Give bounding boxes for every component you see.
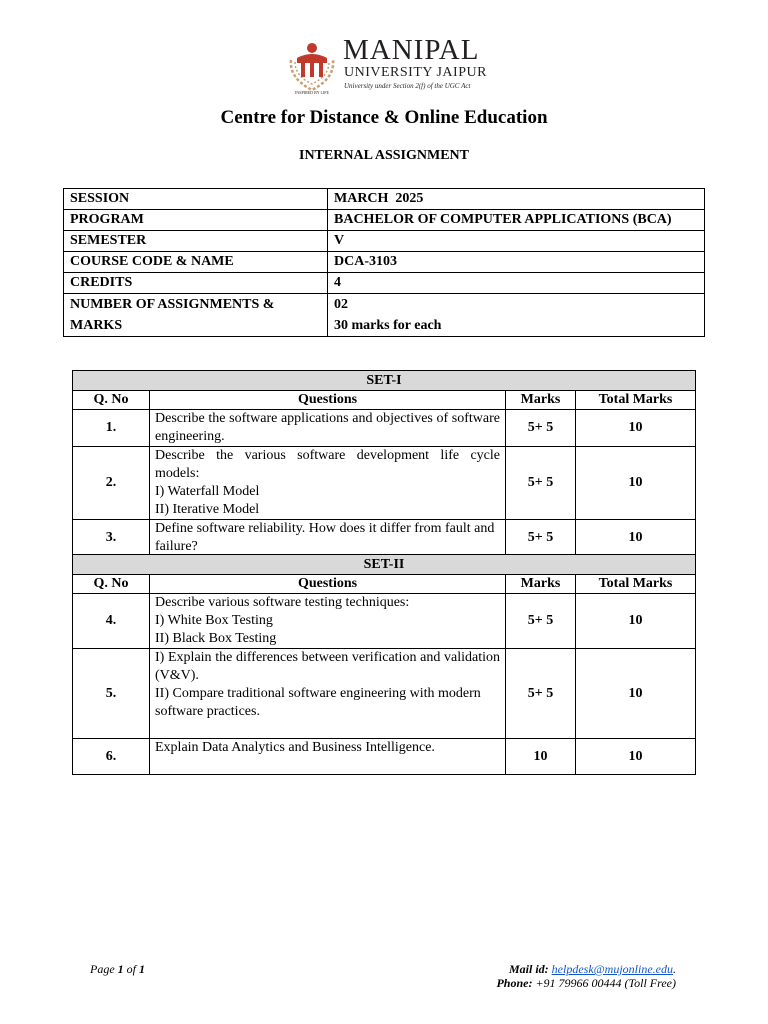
question-text [150, 520, 506, 557]
info-table [63, 188, 705, 337]
col-marks: Marks [506, 391, 576, 410]
question-marks: 5+ 5 [506, 520, 576, 557]
set1-table [72, 370, 696, 557]
question-marks: 10 [506, 739, 576, 775]
contact-info [496, 962, 676, 990]
info-row-program [64, 210, 705, 231]
col-questions: Questions [150, 575, 506, 594]
column-header-row [73, 575, 696, 594]
info-row-credits [64, 273, 705, 294]
info-value: BACHELOR OF COMPUTER APPLICATIONS (BCA) [328, 210, 705, 231]
mail-link[interactable]: helpdesk@mujonline.edu [551, 962, 673, 976]
mail-label: Mail id: [508, 962, 552, 976]
info-value-marks: 30 marks for each [334, 318, 442, 333]
question-number: 1. [73, 410, 150, 447]
question-text [150, 594, 506, 649]
question-total: 10 [576, 520, 696, 557]
question-line: I) Explain the differences between verification and validation (V&V). [155, 650, 500, 683]
question-line: Describe the software applications and objectives of software engineering. [155, 411, 500, 444]
centre-title: Centre for Distance & Online Education [220, 107, 548, 128]
question-total: 10 [576, 594, 696, 649]
question-line: II) Black Box Testing [155, 631, 277, 646]
info-label: PROGRAM [64, 210, 328, 231]
assignment-title: INTERNAL ASSIGNMENT [299, 148, 469, 163]
page-number [90, 962, 145, 977]
question-marks: 5+ 5 [506, 649, 576, 739]
question-total: 10 [576, 739, 696, 775]
question-marks: 5+ 5 [506, 447, 576, 520]
info-row-semester [64, 231, 705, 252]
info-value-count: 02 [334, 297, 348, 312]
col-marks: Marks [506, 575, 576, 594]
question-row [73, 649, 696, 739]
column-header-row [73, 391, 696, 410]
question-number: 3. [73, 520, 150, 557]
question-line: Describe the various software development life cycle models: [155, 448, 500, 481]
question-row [73, 739, 696, 775]
info-value: DCA-3103 [328, 252, 705, 273]
question-number: 2. [73, 447, 150, 520]
seal-text: INSPIRED BY LIFE [295, 90, 329, 95]
info-row-session [64, 189, 705, 210]
question-number: 6. [73, 739, 150, 775]
set-header [73, 555, 696, 575]
logo-act-line: University under Section 2(f) of the UGC Act [344, 82, 471, 90]
info-value: V [328, 231, 705, 252]
info-value: 4 [328, 273, 705, 294]
question-number: 4. [73, 594, 150, 649]
question-text [150, 447, 506, 520]
question-line: I) White Box Testing [155, 613, 273, 628]
phone-line [496, 976, 676, 990]
question-marks: 5+ 5 [506, 594, 576, 649]
info-label: CREDITS [64, 273, 328, 294]
mail-line [496, 962, 676, 976]
question-text [150, 649, 506, 739]
question-text [150, 410, 506, 447]
university-logo [283, 36, 493, 96]
question-number: 5. [73, 649, 150, 739]
info-value [328, 294, 705, 337]
logo-brand: MANIPAL [343, 34, 480, 66]
info-label: SESSION [64, 189, 328, 210]
info-value: MARCH 2025 [328, 189, 705, 210]
question-line: Describe various software testing techniques: [155, 595, 410, 610]
question-total: 10 [576, 410, 696, 447]
phone-label: Phone: [496, 976, 536, 990]
question-line: II) Iterative Model [155, 502, 260, 517]
page-total: 1 [139, 962, 145, 976]
set2-table [72, 554, 696, 775]
question-line: Define software reliability. How does it differ from fault and failure? [155, 521, 495, 554]
question-total: 10 [576, 649, 696, 739]
set-header [73, 371, 696, 391]
question-text [150, 739, 506, 775]
question-row [73, 594, 696, 649]
logo-university: UNIVERSITY JAIPUR [344, 65, 487, 80]
mail-suffix: . [673, 962, 676, 976]
seal-icon [283, 36, 341, 96]
phone-value: +91 79966 00444 (Toll Free) [535, 976, 676, 990]
col-total: Total Marks [576, 391, 696, 410]
info-label: COURSE CODE & NAME [64, 252, 328, 273]
question-line: Explain Data Analytics and Business Intelligence. [155, 740, 435, 755]
info-row-course [64, 252, 705, 273]
col-qno: Q. No [73, 391, 150, 410]
set-title: SET-I [73, 371, 696, 391]
col-total: Total Marks [576, 575, 696, 594]
question-line: II) Compare traditional software engineering with modern software practices. [155, 686, 481, 719]
question-row [73, 410, 696, 447]
page-prefix: Page [90, 962, 118, 976]
question-marks: 5+ 5 [506, 410, 576, 447]
question-row [73, 520, 696, 557]
set-title: SET-II [73, 555, 696, 575]
col-questions: Questions [150, 391, 506, 410]
question-row [73, 447, 696, 520]
info-label: NUMBER OF ASSIGNMENTS & MARKS [64, 294, 328, 337]
info-row-assignments [64, 294, 705, 337]
page-of: of [123, 962, 139, 976]
question-line: I) Waterfall Model [155, 484, 260, 499]
info-label: SEMESTER [64, 231, 328, 252]
col-qno: Q. No [73, 575, 150, 594]
question-total: 10 [576, 447, 696, 520]
page-current: 1 [117, 962, 124, 976]
